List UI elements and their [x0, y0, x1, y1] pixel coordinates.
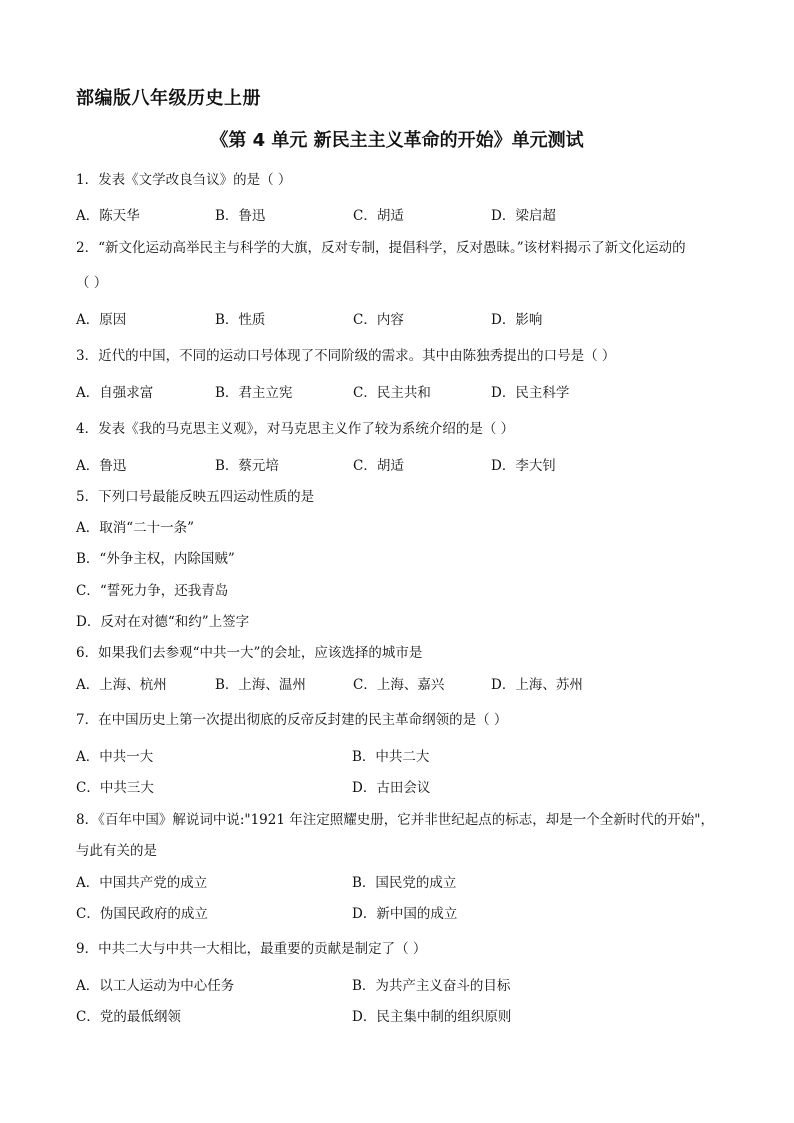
question-5-stem: 5．下列口号最能反映五四运动性质的是	[76, 489, 315, 505]
q1-option-b: B．鲁迅	[215, 208, 266, 224]
q4-option-a: A．鲁迅	[76, 458, 127, 474]
document-header: 部编版八年级历史上册	[76, 88, 261, 109]
q5-option-d: D．反对在对德“和约”上签字	[76, 614, 250, 630]
q8-option-a: A．中国共产党的成立	[76, 875, 208, 891]
question-6-stem: 6．如果我们去参观“中共一大”的会址，应该选择的城市是	[76, 645, 423, 661]
q4-option-b: B．蔡元培	[215, 458, 279, 474]
question-7-stem: 7．在中国历史上第一次提出彻底的反帝反封建的民主革命纲领的是（ ）	[76, 712, 508, 728]
q2-option-d: D．影响	[491, 312, 543, 328]
q6-option-b: B．上海、温州	[215, 677, 306, 693]
q3-option-b: B．君主立宪	[215, 385, 293, 401]
question-8-stem-cont: 与此有关的是	[76, 843, 157, 859]
q3-option-c: C．民主共和	[353, 385, 431, 401]
question-4-options	[76, 456, 716, 476]
q5-option-c: C．“誓死力争，还我青岛	[76, 583, 229, 599]
q8-option-b: B．国民党的成立	[352, 875, 457, 891]
q6-option-c: C．上海、嘉兴	[353, 677, 445, 693]
q9-option-d: D．民主集中制的组织原则	[352, 1009, 512, 1025]
q8-option-c: C．伪国民政府的成立	[76, 906, 208, 922]
question-1-options	[76, 206, 716, 226]
question-7-options-row2	[76, 778, 716, 798]
q3-option-a: A．自强求富	[76, 385, 154, 401]
q9-option-a: A．以工人运动为中心任务	[76, 978, 235, 994]
unit-title: 《第 4 单元 新民主主义革命的开始》单元测试	[210, 130, 584, 151]
q4-option-c: C．胡适	[353, 458, 404, 474]
q7-option-b: B．中共二大	[352, 749, 430, 765]
question-8-stem: 8．《百年中国》解说词中说:"1921 年注定照耀史册，它并非世纪起点的标志，却是一个全新时代的开始"，	[76, 812, 714, 828]
question-2-stem: 2．“新文化运动高举民主与科学的大旗，反对专制，提倡科学，反对愚昧。”该材料揭示了新文化运动的	[76, 240, 686, 256]
question-9-options-row2	[76, 1007, 716, 1027]
question-9-options-row1	[76, 976, 716, 996]
question-7-options-row1	[76, 747, 716, 767]
question-9-stem: 9．中共二大与中共一大相比，最重要的贡献是制定了（ ）	[76, 941, 427, 957]
question-6-options	[76, 675, 716, 695]
q5-option-a: A．取消“二十一条”	[76, 520, 195, 536]
q7-option-a: A．中共一大	[76, 749, 154, 765]
q1-option-d: D．梁启超	[491, 208, 556, 224]
question-1-stem: 1．发表《文学改良刍议》的是（ ）	[76, 172, 292, 188]
q4-option-d: D．李大钊	[491, 458, 556, 474]
q5-option-b: B．“外争主权，内除国贼”	[76, 551, 235, 567]
question-8-options-row1	[76, 873, 716, 893]
q8-option-d: D．新中国的成立	[352, 906, 458, 922]
q6-option-d: D．上海、苏州	[491, 677, 583, 693]
q7-option-d: D．古田会议	[352, 780, 431, 796]
q7-option-c: C．中共三大	[76, 780, 154, 796]
q9-option-b: B．为共产主义奋斗的目标	[352, 978, 511, 994]
q6-option-a: A．上海、杭州	[76, 677, 167, 693]
q2-option-b: B．性质	[215, 312, 266, 328]
q2-option-a: A．原因	[76, 312, 127, 328]
question-3-options	[76, 383, 716, 403]
question-3-stem: 3．近代的中国，不同的运动口号体现了不同阶级的需求。其中由陈独秀提出的口号是（ ）	[76, 348, 616, 364]
question-8-options-row2	[76, 904, 716, 924]
q1-option-a: A．陈天华	[76, 208, 140, 224]
q9-option-c: C．党的最低纲领	[76, 1009, 181, 1025]
question-2-stem-cont: （ ）	[76, 275, 108, 291]
q2-option-c: C．内容	[353, 312, 404, 328]
question-2-options	[76, 310, 716, 330]
question-4-stem: 4．发表《我的马克思主义观》，对马克思主义作了较为系统介绍的是（ ）	[76, 421, 515, 437]
q3-option-d: D．民主科学	[491, 385, 570, 401]
q1-option-c: C．胡适	[353, 208, 404, 224]
